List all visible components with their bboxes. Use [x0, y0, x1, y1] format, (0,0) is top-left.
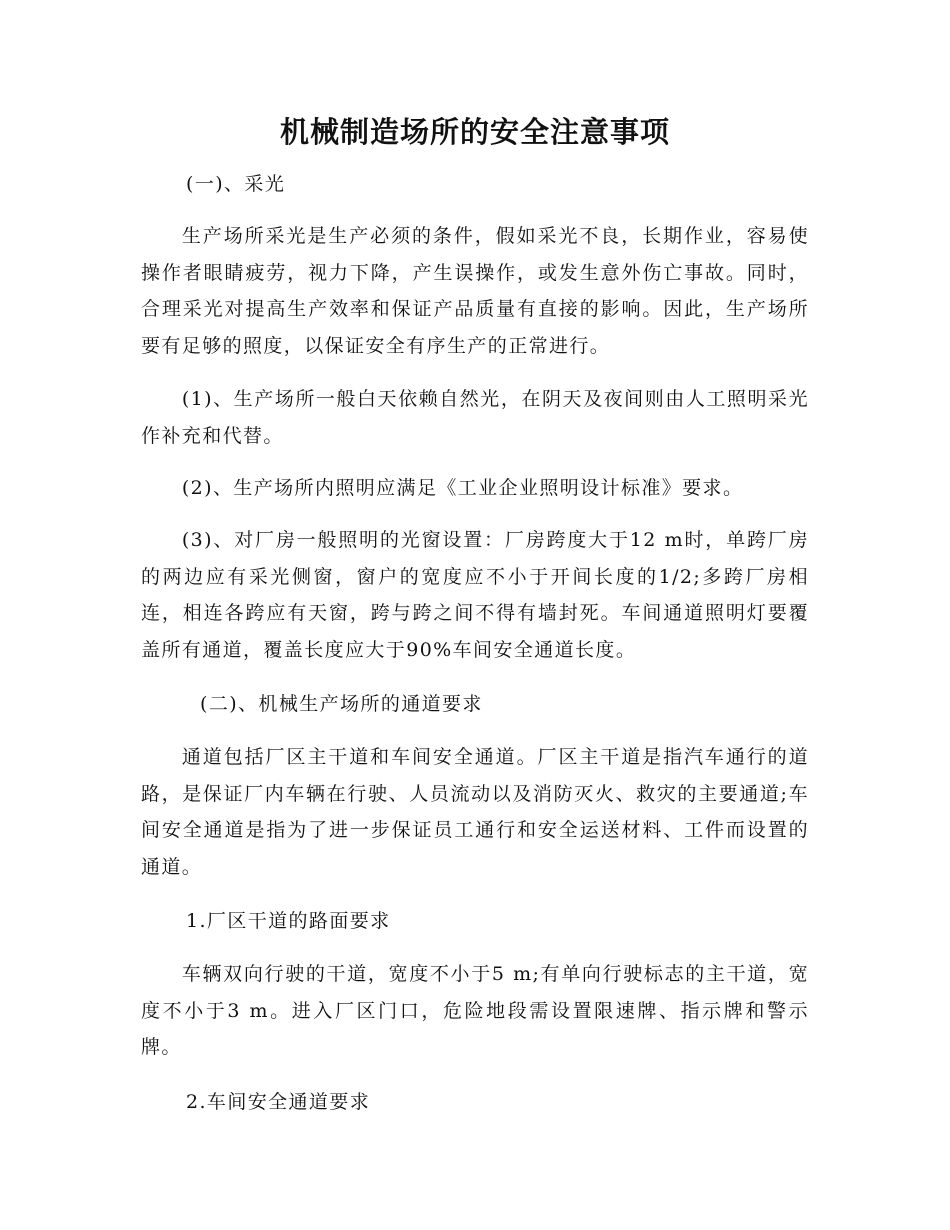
item-2-paragraph: (2)、生产场所内照明应满足《工业企业照明设计标准》要求。 [181, 477, 744, 499]
section-1-intro-paragraph: 生产场所采光是生产必须的条件，假如采光不良，长期作业，容易使操作者眼睛疲劳，视力下降，产生误操作，或发生意外伤亡事故。同时，合理采光对提高生产效率和保证产品质量有直接的影响。因此，生产场所要有足够的照度，以保证安全有序生产的正常进行。 [141, 225, 809, 357]
subsection-2-heading: 2.车间安全通道要求 [186, 1091, 371, 1113]
item-3-paragraph: (3)、对厂房一般照明的光窗设置：厂房跨度大于12 m时，单跨厂房的两边应有采光侧窗，窗户的宽度应不小于开间长度的1/2;多跨厂房相连，相连各跨应有天窗，跨与跨之间不得有墙封死。车间通道照明灯要覆盖所有通道，覆盖长度应大于90%车间安全通道长度。 [141, 529, 809, 661]
section-1-heading: (一)、采光 [186, 173, 286, 195]
section-2-intro-paragraph: 通道包括厂区主干道和车间安全通道。厂区主干道是指汽车通行的道路，是保证厂内车辆在行驶、人员流动以及消防灭火、救灾的主要通道;车间安全通道是指为了进一步保证员工通行和安全运送材料、工件而设置的通道。 [141, 746, 809, 878]
section-2-heading: (二)、机械生产场所的通道要求 [200, 693, 483, 715]
item-1-paragraph: (1)、生产场所一般白天依赖自然光，在阴天及夜间则由人工照明采光作补充和代替。 [141, 388, 809, 447]
subsection-1-paragraph: 车辆双向行驶的干道，宽度不小于5 m;有单向行驶标志的主干道，宽度不小于3 m。进入厂区门口，危险地段需设置限速牌、指示牌和警示牌。 [141, 963, 809, 1058]
subsection-1-heading: 1.厂区干道的路面要求 [186, 910, 391, 932]
document-title: 机械制造场所的安全注意事项 [279, 115, 670, 149]
